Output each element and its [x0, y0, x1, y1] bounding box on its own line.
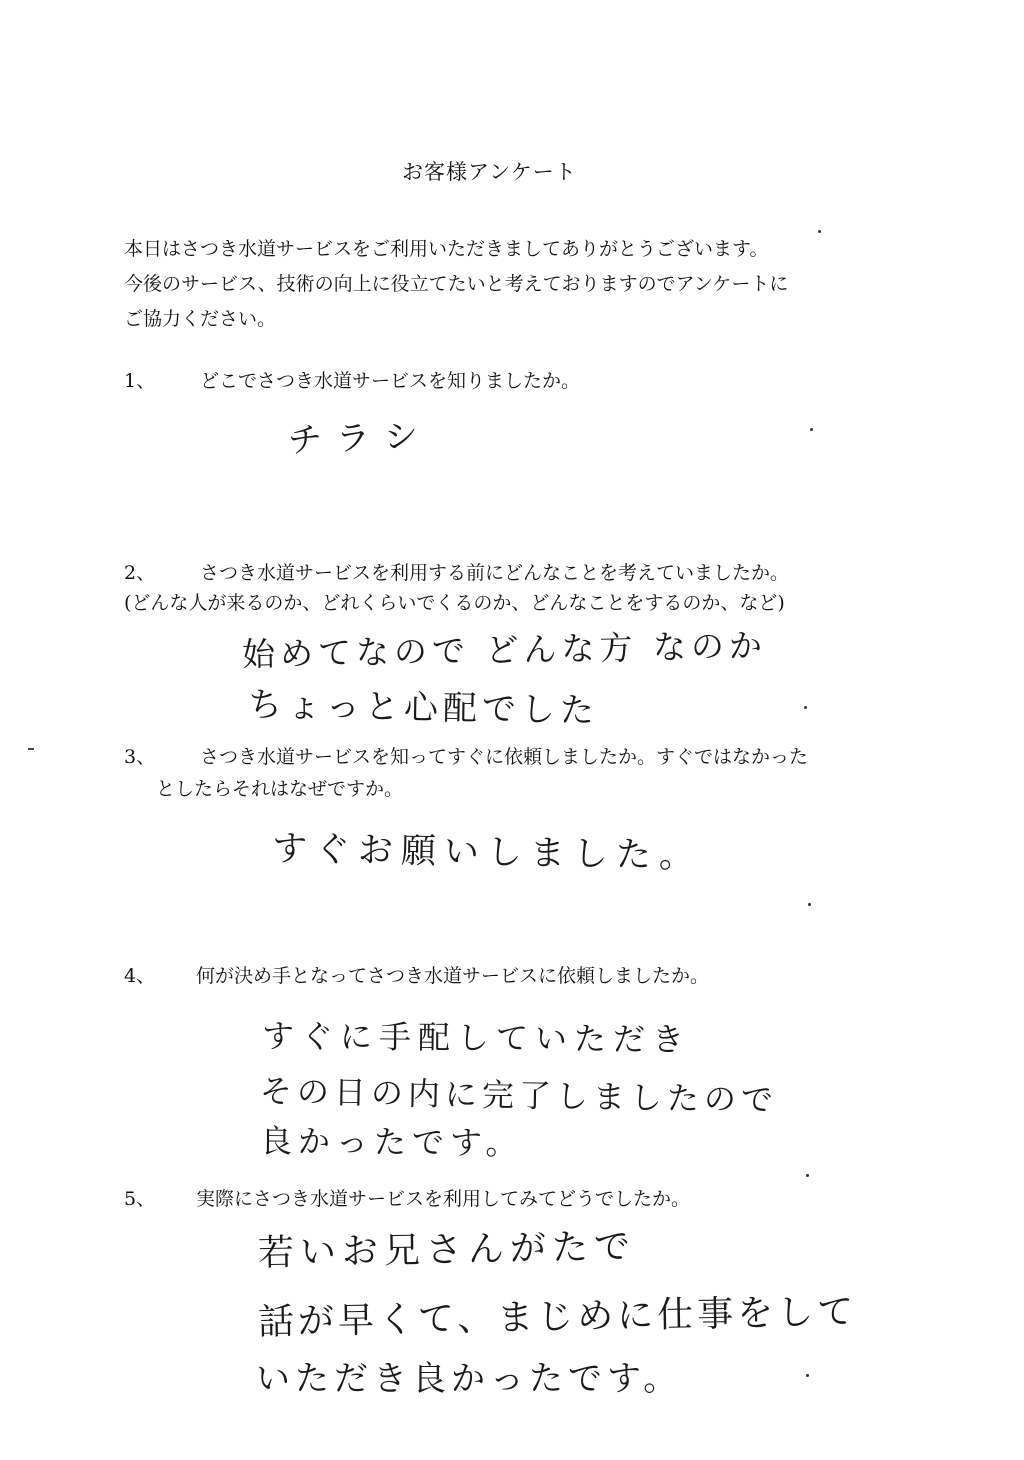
answer-5-handwriting-line-2: 話が早くて、まじめに仕事をして	[257, 1291, 858, 1343]
page-title: お客様アンケート	[402, 160, 577, 184]
question-4-text: 何が決め手となってさつき水道サービスに依頼しましたか。	[196, 965, 710, 987]
answer-5-handwriting-line-3: いただき良かったです。	[256, 1359, 683, 1399]
question-3-text: さつき水道サービスを知ってすぐに依頼しましたか。すぐではなかった	[200, 746, 809, 768]
question-3-number: 3、	[124, 746, 156, 768]
scan-speck	[806, 1174, 809, 1177]
scan-speck	[808, 903, 811, 906]
scan-speck	[818, 230, 821, 233]
question-2-subtext: (どんな人が来るのか、どれくらいでくるのか、どんなことをするのか、など)	[124, 592, 785, 614]
intro-line-3: ご協力ください。	[124, 308, 277, 330]
scan-speck	[806, 1374, 809, 1377]
question-1-number: 1、	[124, 370, 156, 392]
answer-4-handwriting-line-2: その日の内に完了しましたので	[259, 1072, 779, 1120]
question-4-number: 4、	[124, 965, 156, 987]
answer-4-handwriting-line-1: すぐに手配していただき	[261, 1017, 692, 1059]
question-5-number: 5、	[124, 1188, 156, 1210]
question-3-subtext: としたらそれはなぜですか。	[156, 778, 404, 800]
answer-4-handwriting-line-3: 良かったです。	[259, 1122, 524, 1163]
answer-2-handwriting-line-2: ちょっと心配でした	[247, 685, 600, 732]
answer-1-handwriting: チラシ	[287, 415, 433, 461]
intro-line-2: 今後のサービス、技術の向上に役立てたいと考えておりますのでアンケートに	[124, 273, 789, 295]
question-5-text: 実際にさつき水道サービスを利用してみてどうでしたか。	[196, 1188, 691, 1210]
scan-speck	[28, 748, 34, 750]
question-2-number: 2、	[124, 562, 156, 584]
scan-speck	[804, 706, 807, 709]
scan-speck	[810, 428, 813, 431]
intro-line-1: 本日はさつき水道サービスをご利用いただきましてありがとうございます。	[124, 238, 769, 260]
answer-3-handwriting: すぐお願いしました。	[271, 829, 703, 877]
question-1-text: どこでさつき水道サービスを知りましたか。	[200, 370, 581, 392]
answer-2-handwriting-line-1: 始めてなので どんな方 なのか	[241, 625, 768, 674]
answer-5-handwriting-line-1: 若いお兄さんがたで	[257, 1226, 637, 1274]
question-2-text: さつき水道サービスを利用する前にどんなことを考えていましたか。	[200, 562, 790, 584]
